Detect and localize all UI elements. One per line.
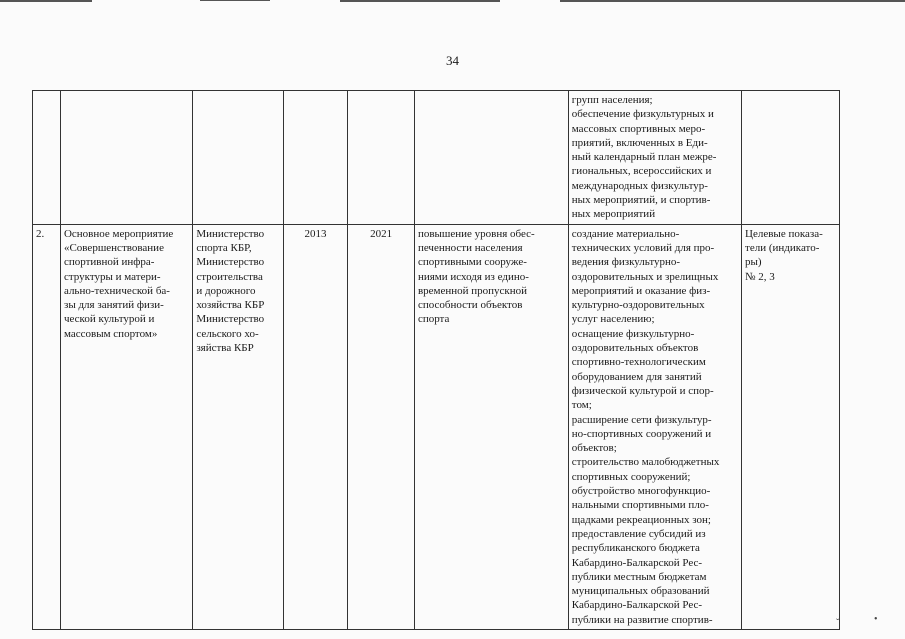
scan-edge-line	[340, 0, 500, 2]
cell-directions: создание материально- технических условий для про- ведения физкультурно- оздоровительных и зрелищных мероприятий и оказание физ- культурно-оздоровительных услуг населению; оснащение физкультурно- оздоровительных объектов спортивно-технологическим оборудованием для занятий физической культурой и спор- том; расширение сети физкультур- но-спортивных сооружений и объектов; строительство малобюджетных спортивных сооружений; обустройство многофункцио- нальными спортивными пло- щадками рекреационных зон; предоставление субсидий из республиканского бюджета Кабардино-Балкарской Рес- публики местным бюджетам муниципальных образований Кабардино-Балкарской Рес- публики на развитие спортив-	[568, 224, 741, 629]
scan-edge-line	[200, 0, 270, 1]
cell-activity-name: Основное мероприятие «Совершенствование спортивной инфра- структуры и матери- ально-технической ба- зы для занятий физи- ческой культурой и массовым спортом»	[60, 224, 192, 629]
cell-year-to: 2021	[348, 224, 415, 629]
cell-indicators: Целевые показа- тели (индикато- ры) № 2, 3	[742, 224, 840, 629]
cell-number: 2.	[33, 224, 61, 629]
table-row	[33, 91, 840, 225]
program-table	[32, 90, 840, 630]
cell-directions: групп населения; обеспечение физкультурных и массовых спортивных меро- приятий, включенных в Еди- ный календарный план межре- гиональных, всероссийских и международных физкультур- ных мероприятий, и спортив- ных мероприятий	[568, 91, 741, 225]
cell-activity-name	[60, 91, 192, 225]
cell-executor: Министерство спорта КБР, Министерство строительства и дорожного хозяйства КБР Министерство сельского хо- зяйства КБР	[193, 224, 283, 629]
cell-expected-result	[414, 91, 568, 225]
scan-edge-line	[0, 0, 92, 2]
cell-year-from	[283, 91, 348, 225]
cell-number	[33, 91, 61, 225]
cell-year-from: 2013	[283, 224, 348, 629]
cell-executor	[193, 91, 283, 225]
cell-year-to	[348, 91, 415, 225]
page-number: 34	[446, 53, 459, 68]
scan-speck: ˇ	[836, 618, 840, 629]
cell-expected-result: повышение уровня обес- печенности населения спортивными сооруже- ниями исходя из едино- временной пропускной способности объектов спорта	[414, 224, 568, 629]
scan-speck: •	[874, 614, 878, 625]
table-row	[33, 224, 840, 629]
cell-indicators	[742, 91, 840, 225]
scan-edge-line	[560, 0, 905, 2]
